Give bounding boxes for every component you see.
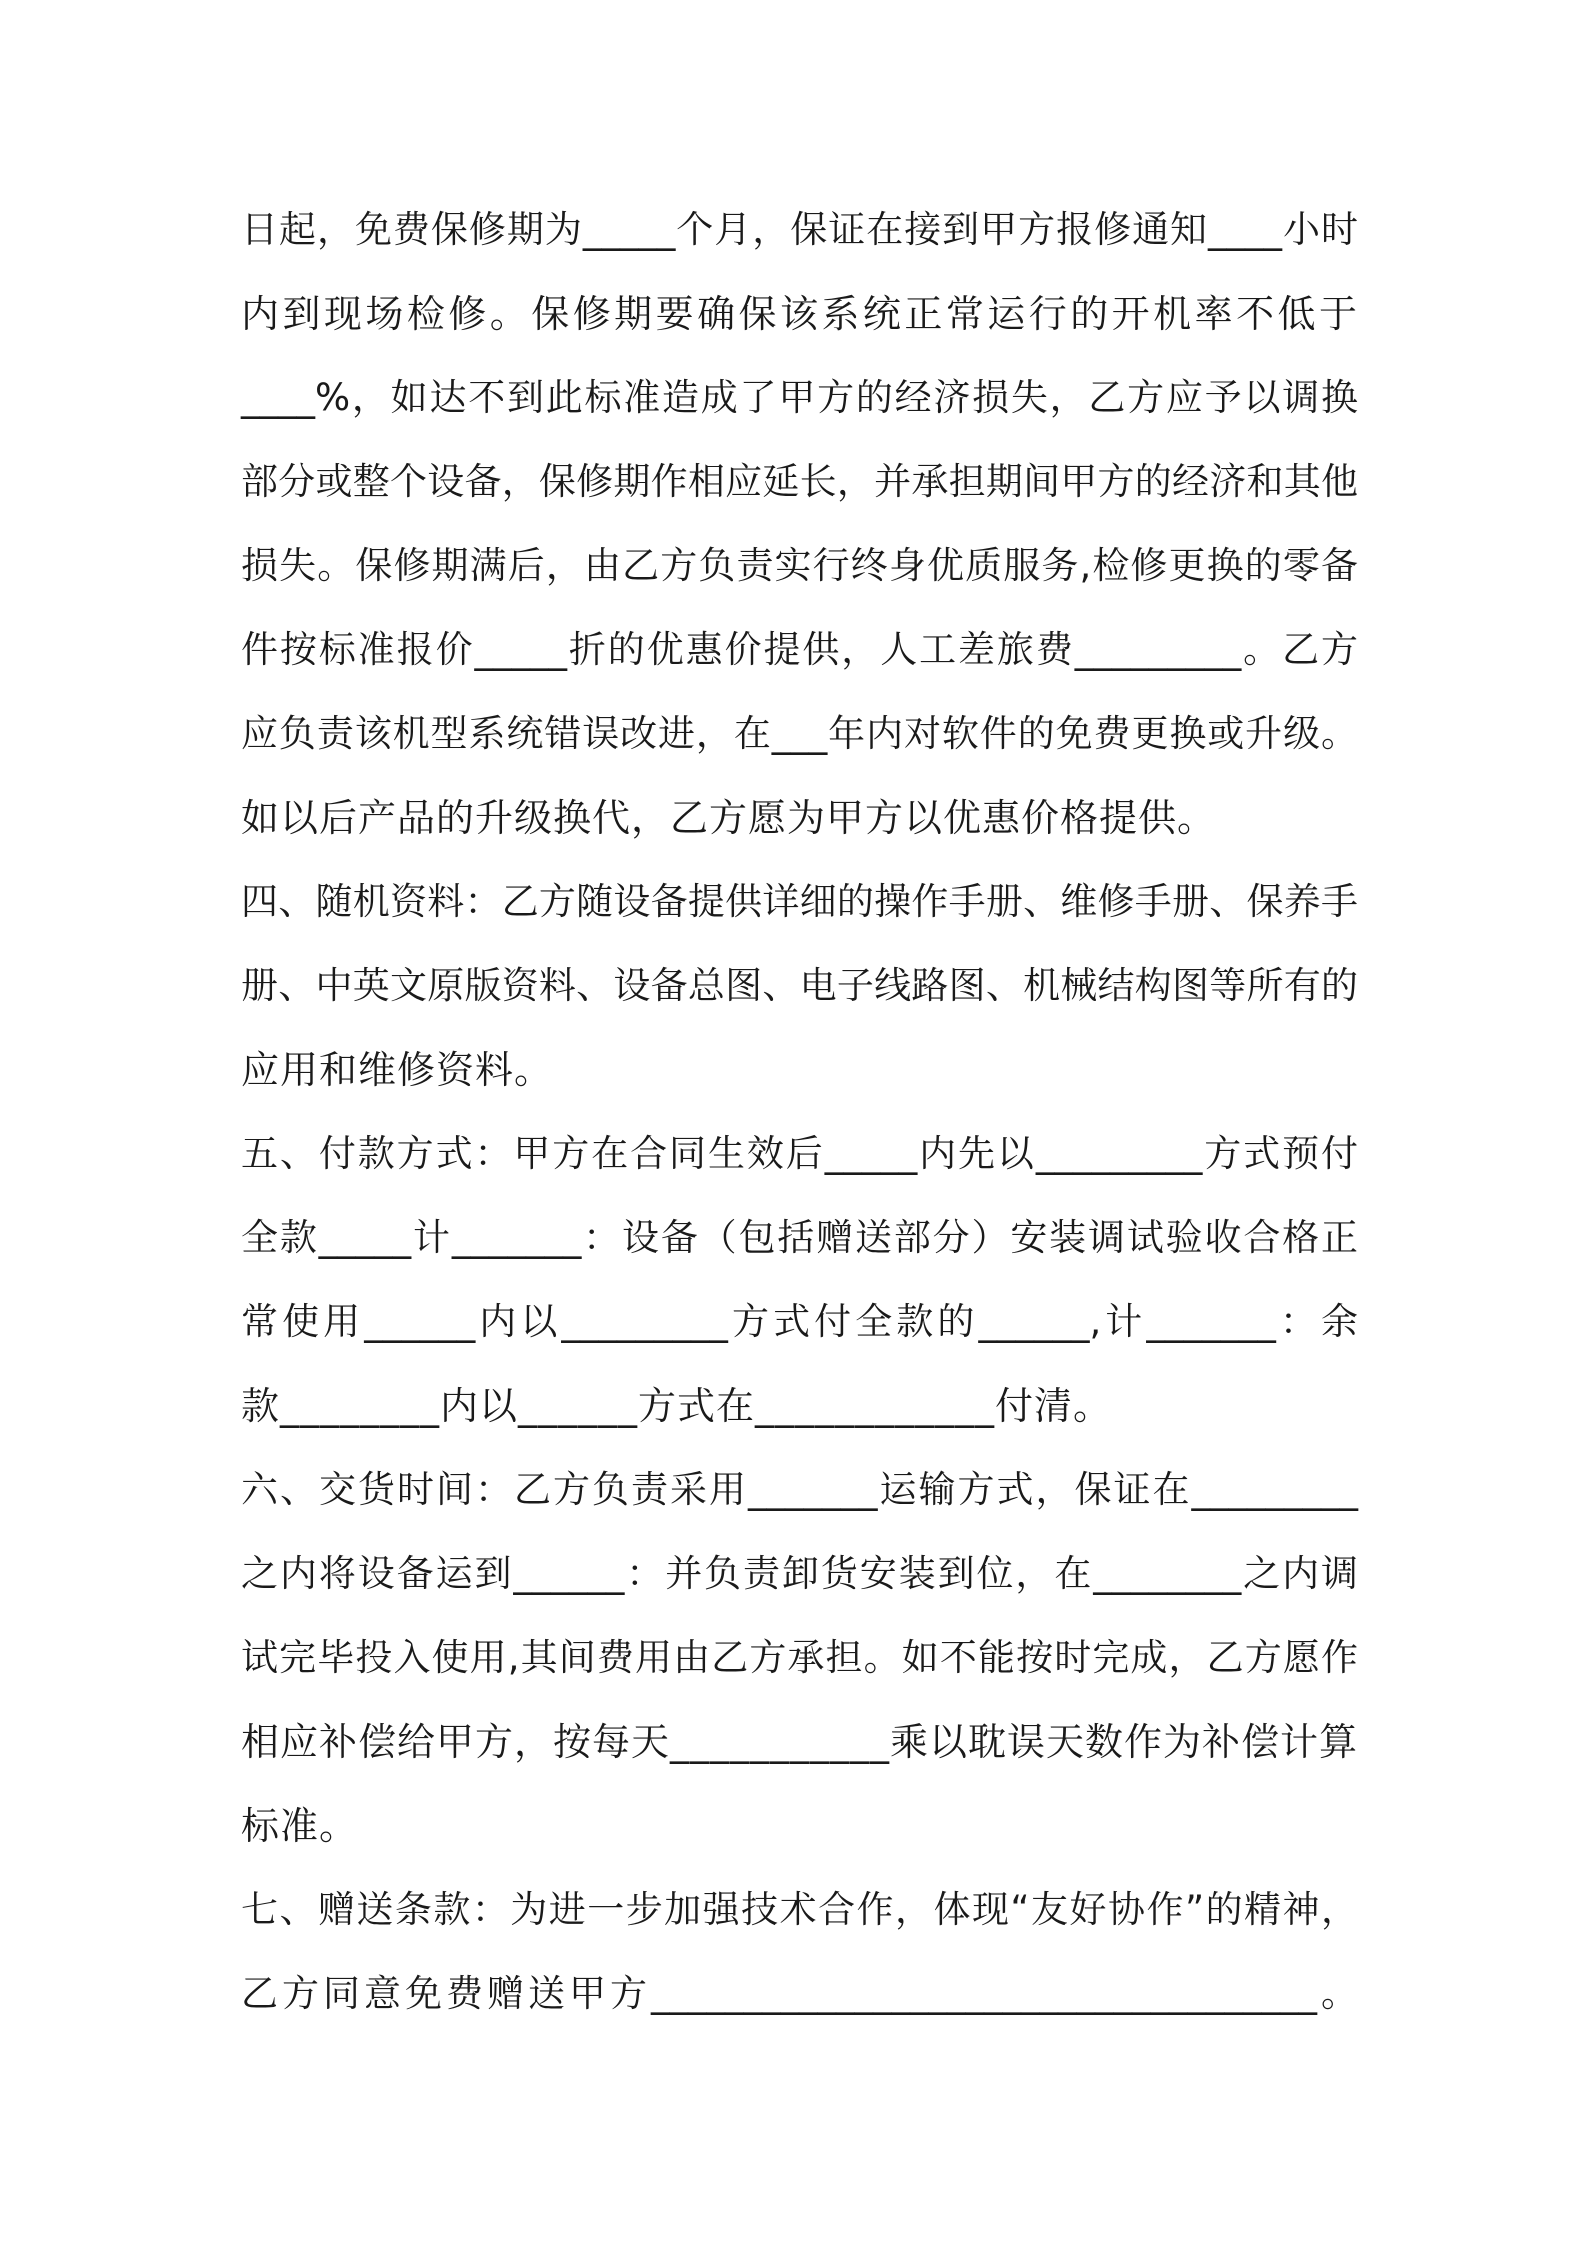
text-line: 六、交货时间：乙方负责采用_______运输方式，保证在_________: [241, 1468, 1358, 1511]
text-line: 款________内以______方式在____________付清。: [241, 1384, 1113, 1428]
text-line: 之内将设备运到______：并负责卸货安装到位，在________之内调: [241, 1552, 1358, 1595]
text-line: 应用和维修资料。: [241, 1048, 554, 1092]
text-line: 册、中英文原版资料、设备总图、电子线路图、机械结构图等所有的: [241, 964, 1358, 1007]
text-line: 五、付款方式：甲方在合同生效后_____内先以_________方式预付: [241, 1132, 1358, 1175]
text-line: 应负责该机型系统错误改进，在___年内对软件的免费更换或升级。: [241, 712, 1358, 755]
text-line: 常使用______内以_________方式付全款的______,计_______：余: [241, 1300, 1358, 1343]
text-line: 内到现场检修。保修期要确保该系统正常运行的开机率不低于: [241, 292, 1358, 336]
text-line: 四、随机资料：乙方随设备提供详细的操作手册、维修手册、保养手: [241, 880, 1358, 923]
text-line: 部分或整个设备，保修期作相应延长，并承担期间甲方的经济和其他: [241, 460, 1358, 503]
text-line: 损失。保修期满后，由乙方负责实行终身优质服务,检修更换的零备: [241, 544, 1358, 587]
text-line: 件按标准报价_____折的优惠价提供，人工差旅费_________。乙方: [241, 628, 1358, 671]
text-line: 日起，免费保修期为_____个月，保证在接到甲方报修通知____小时: [241, 208, 1358, 251]
text-line: 全款_____计_______：设备（包括赠送部分）安装调试验收合格正: [241, 1216, 1358, 1259]
text-line: 相应补偿给甲方，按每天___________乘以耽误天数作为补偿计算: [241, 1720, 1359, 1764]
text-line: ____%，如达不到此标准造成了甲方的经济损失，乙方应予以调换: [241, 376, 1358, 419]
text-line: 乙方同意免费赠送甲方____________________________________。: [241, 1972, 1358, 2015]
text-line: 七、赠送条款：为进一步加强技术合作，体现“友好协作”的精神，: [241, 1888, 1358, 1931]
text-line: 试完毕投入使用,其间费用由乙方承担。如不能按时完成，乙方愿作: [241, 1636, 1358, 1679]
text-line: 标准。: [241, 1804, 359, 1848]
text-line: 如以后产品的升级换代，乙方愿为甲方以优惠价格提供。: [241, 796, 1217, 840]
